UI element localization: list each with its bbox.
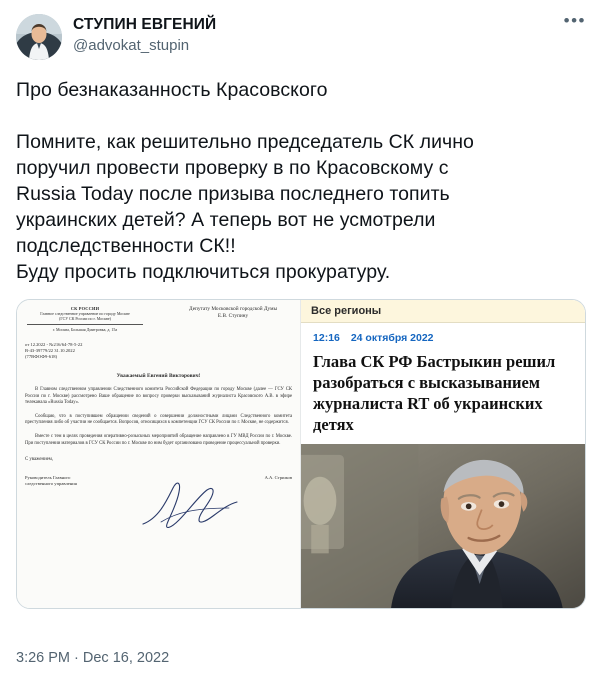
document-org-sub: Главное следственное управление по городу Москве [40, 311, 130, 317]
document-scan [25, 306, 292, 487]
document-paragraph: Сообщаю, что в поступившем обращении сведений о совершении должностными лицами Следственного комитета преступления либо об участии не сообщается. Вопросов, относящихся к компетенции ГСУ СК России по г. Москве, не содержится. [25, 413, 293, 426]
news-region-tab-label: Все регионы [311, 305, 382, 317]
media-image-document[interactable] [17, 300, 301, 608]
account-names [73, 14, 560, 56]
news-region-tab[interactable] [301, 300, 585, 323]
media-image-news[interactable] [301, 300, 585, 608]
more-options-icon[interactable]: ••• [563, 11, 586, 30]
tweet-media[interactable] [16, 299, 586, 609]
tweet-text-line: Помните, как решительно председатель СК лично [16, 131, 474, 153]
document-signer-title-line2: следственного управления [25, 480, 77, 486]
tweet-text-line: Буду просить подключиться прокуратуру. [16, 261, 391, 283]
document-org-title: СК РОССИИ [70, 306, 100, 311]
document-closing: С уважением, [25, 457, 54, 463]
avatar[interactable] [16, 14, 62, 60]
document-greeting: Уважаемый Евгений Викторович! [116, 373, 201, 380]
tweet-text-line: подследственности СК!! [16, 235, 236, 257]
document-reference-line: (77ВФОФ9-618) [25, 354, 58, 360]
document-paragraph: В Главном следственном управлении Следственного комитета Российской Федерации по городу Москве (далее — ГСУ СК России по г. Москве) рассмотрено Ваше обращение по вопросу проверки высказываний журналиста Красовского А.В. в эфире телеканала «Russia Today». [25, 387, 293, 406]
tweet-text-line: Про безнаказанность Красовского [16, 79, 328, 101]
news-photo [301, 444, 585, 608]
document-paragraph: Вместе с тем в целях проведения оперативно-розыскных мероприятий обращение направлено в ГУ МВД России по г. Москве. При поступлении материалов в ГСУ СК России по г. Москве по ним будет организовано проведение процессуальной проверки. [25, 433, 293, 446]
account-handle[interactable]: @advokat_stupin [73, 37, 190, 54]
tweet-header [16, 11, 586, 60]
tweet-text-gap [16, 103, 586, 129]
document-signer-name: А.А. Стрижов [264, 474, 293, 480]
document-reference-line: от 12.2022 - №216/64-78-5-22 [25, 341, 83, 347]
document-org-address: г. Москва, Большая Дмитровка, д. 15а [52, 326, 118, 332]
tweet-text-line: Russia Today после призыва последнего топить [16, 183, 450, 205]
document-reference [25, 342, 145, 361]
tweet-text-line: поручил провести проверку в по Красовскому с [16, 157, 449, 179]
document-addressee-line1: Депутату Московской городской Думы [189, 306, 278, 312]
document-reference-line: В-43-39779/22 31.10.2022 [25, 348, 75, 354]
document-addressee [174, 306, 292, 321]
document-addressee-line2: Е.В. Ступину [217, 313, 249, 320]
document-letterhead [25, 306, 145, 332]
news-headline[interactable]: Глава СК РФ Бастрыкин решил разобраться с высказыванием журналиста RT об украинских детях [313, 352, 556, 434]
tweet-timestamp: 3:26 PM · Dec 16, 2022 [16, 650, 170, 666]
document-org-sub2: (ГСУ СК России по г. Москве) [58, 316, 111, 322]
tweet-text [16, 77, 586, 285]
tweet-text-line: украинских детей? А теперь вот не усмотрели [16, 209, 436, 231]
news-date: 24 октября 2022 [350, 332, 434, 344]
document-signature-block [25, 475, 292, 487]
letterhead-divider [27, 324, 142, 325]
news-meta [301, 323, 585, 344]
document-header [25, 306, 292, 332]
display-name[interactable]: СТУПИН ЕВГЕНИЙ [73, 16, 217, 33]
document-signer-title-line1: Руководитель Главного [25, 474, 71, 480]
news-time: 12:16 [313, 332, 340, 344]
